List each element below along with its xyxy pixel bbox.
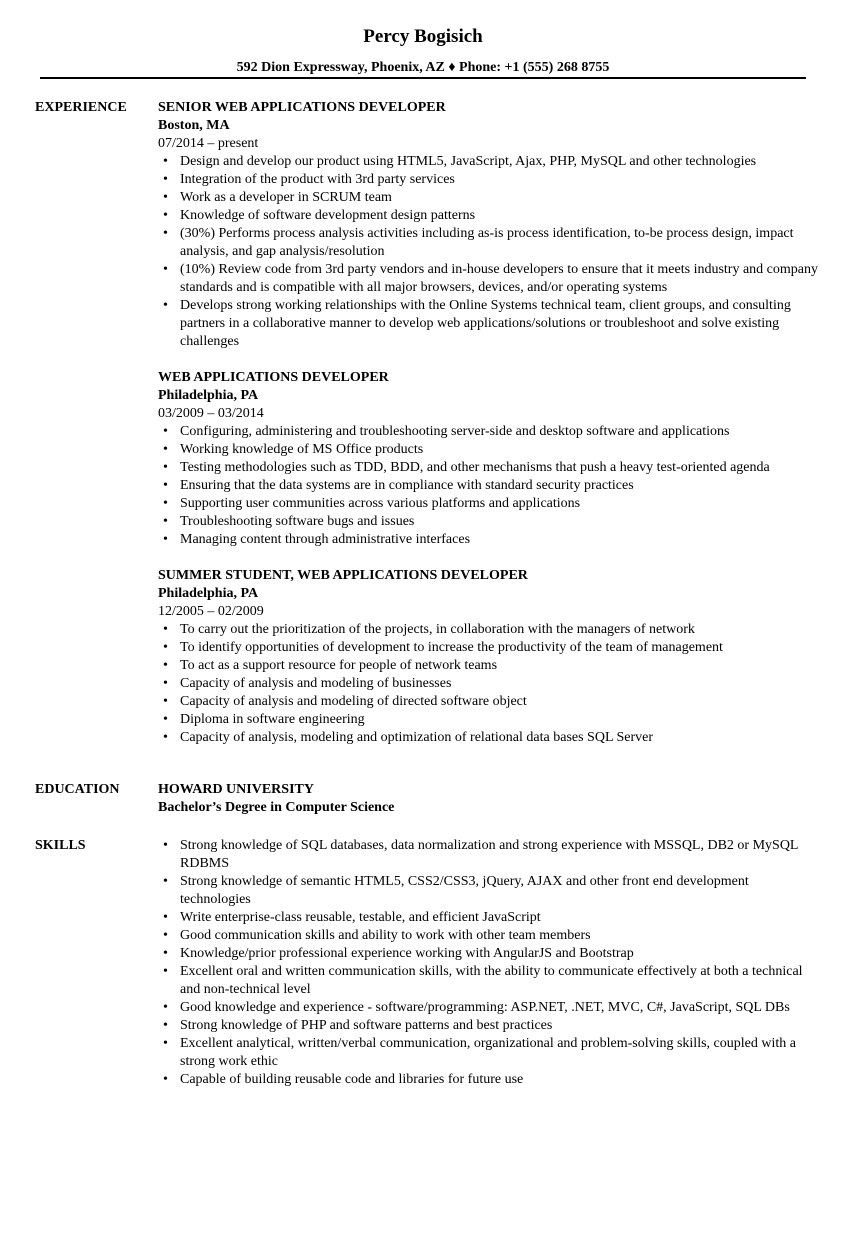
skills-body bbox=[158, 837, 818, 1089]
list-item: • Capacity of analysis, modeling and optimization of relational data bases SQL Server bbox=[180, 729, 818, 747]
list-item: • Write enterprise-class reusable, testable, and efficient JavaScript bbox=[180, 909, 818, 927]
list-item: • Diploma in software engineering bbox=[180, 711, 818, 729]
job-dates: 03/2009 – 03/2014 bbox=[158, 406, 264, 421]
list-item: • Capacity of analysis and modeling of directed software object bbox=[180, 693, 818, 711]
list-item: • Working knowledge of MS Office products bbox=[180, 441, 818, 459]
contact-line: 592 Dion Expressway, Phoenix, AZ ♦ Phone: +1 (555) 268 8755 bbox=[236, 60, 610, 75]
job-dates: 12/2005 – 02/2009 bbox=[158, 604, 264, 619]
list-item: • Troubleshooting software bugs and issues bbox=[180, 513, 818, 531]
list-item: • Ensuring that the data systems are in compliance with standard security practices bbox=[180, 477, 818, 495]
list-item: • (10%) Review code from 3rd party vendors and in-house developers to ensure that it meets industry and company standards and is compatible with all major browsers, devices, and/or operating systems bbox=[180, 261, 818, 297]
section-title-skills: SKILLS bbox=[35, 838, 86, 853]
list-item: • (30%) Performs process analysis activities including as-is process identification, to-be process design, impact analysis, and gap analysis/resolution bbox=[180, 225, 818, 261]
list-item: • To identify opportunities of development to increase the productivity of the team of management bbox=[180, 639, 818, 657]
experience-list bbox=[158, 99, 818, 765]
list-item: • To act as a support resource for people of network teams bbox=[180, 657, 818, 675]
school-name: HOWARD UNIVERSITY bbox=[158, 782, 314, 797]
candidate-name: Percy Bogisich bbox=[363, 26, 483, 47]
list-item: • Excellent oral and written communication skills, with the ability to communicate effectively at both a technical and non-technical level bbox=[180, 963, 818, 999]
list-item: • Develops strong working relationships with the Online Systems technical team, client groups, and consulting partners in a collaborative manner to develop web applications/solutions or troubleshoot and solve existing challenges bbox=[180, 297, 818, 351]
list-item: • Integration of the product with 3rd party services bbox=[180, 171, 818, 189]
header-divider bbox=[40, 77, 806, 79]
job-title: SUMMER STUDENT, WEB APPLICATIONS DEVELOPER bbox=[158, 568, 528, 583]
job-dates: 07/2014 – present bbox=[158, 136, 259, 151]
job-bullets bbox=[158, 423, 818, 549]
list-item: • Managing content through administrative interfaces bbox=[180, 531, 818, 549]
list-item: • Good knowledge and experience - software/programming: ASP.NET, .NET, MVC, C#, JavaScript, SQL DBs bbox=[180, 999, 818, 1017]
list-item: • Knowledge/prior professional experience working with AngularJS and Bootstrap bbox=[180, 945, 818, 963]
list-item: • Excellent analytical, written/verbal communication, organizational and problem-solving skills, coupled with a strong work ethic bbox=[180, 1035, 818, 1071]
job-entry bbox=[158, 99, 818, 351]
list-item: • Work as a developer in SCRUM team bbox=[180, 189, 818, 207]
degree: Bachelor’s Degree in Computer Science bbox=[158, 800, 395, 815]
job-entry bbox=[158, 369, 818, 549]
resume-header bbox=[0, 26, 846, 48]
job-location: Philadelphia, PA bbox=[158, 388, 259, 403]
job-location: Philadelphia, PA bbox=[158, 586, 259, 601]
list-item: • Strong knowledge of PHP and software patterns and best practices bbox=[180, 1017, 818, 1035]
list-item: • Capacity of analysis and modeling of businesses bbox=[180, 675, 818, 693]
list-item: • Supporting user communities across various platforms and applications bbox=[180, 495, 818, 513]
list-item: • Testing methodologies such as TDD, BDD, and other mechanisms that push a heavy test-oriented agenda bbox=[180, 459, 818, 477]
job-bullets bbox=[158, 153, 818, 351]
list-item: • Knowledge of software development design patterns bbox=[180, 207, 818, 225]
list-item: • Capable of building reusable code and libraries for future use bbox=[180, 1071, 818, 1089]
list-item: • Configuring, administering and troubleshooting server-side and desktop software and applications bbox=[180, 423, 818, 441]
section-title-education: EDUCATION bbox=[35, 782, 120, 797]
education-body bbox=[158, 781, 818, 817]
list-item: • Strong knowledge of semantic HTML5, CSS2/CSS3, jQuery, AJAX and other front end development technologies bbox=[180, 873, 818, 909]
job-title: SENIOR WEB APPLICATIONS DEVELOPER bbox=[158, 100, 446, 115]
list-item: • To carry out the prioritization of the projects, in collaboration with the managers of network bbox=[180, 621, 818, 639]
list-item: • Strong knowledge of SQL databases, data normalization and strong experience with MSSQL, DB2 or MySQL RDBMS bbox=[180, 837, 818, 873]
job-bullets bbox=[158, 621, 818, 747]
list-item: • Good communication skills and ability to work with other team members bbox=[180, 927, 818, 945]
section-title-experience: EXPERIENCE bbox=[35, 100, 127, 115]
skills-bullets bbox=[158, 837, 818, 1089]
job-location: Boston, MA bbox=[158, 118, 230, 133]
job-title: WEB APPLICATIONS DEVELOPER bbox=[158, 370, 389, 385]
list-item: • Design and develop our product using HTML5, JavaScript, Ajax, PHP, MySQL and other technologies bbox=[180, 153, 818, 171]
job-entry bbox=[158, 567, 818, 747]
